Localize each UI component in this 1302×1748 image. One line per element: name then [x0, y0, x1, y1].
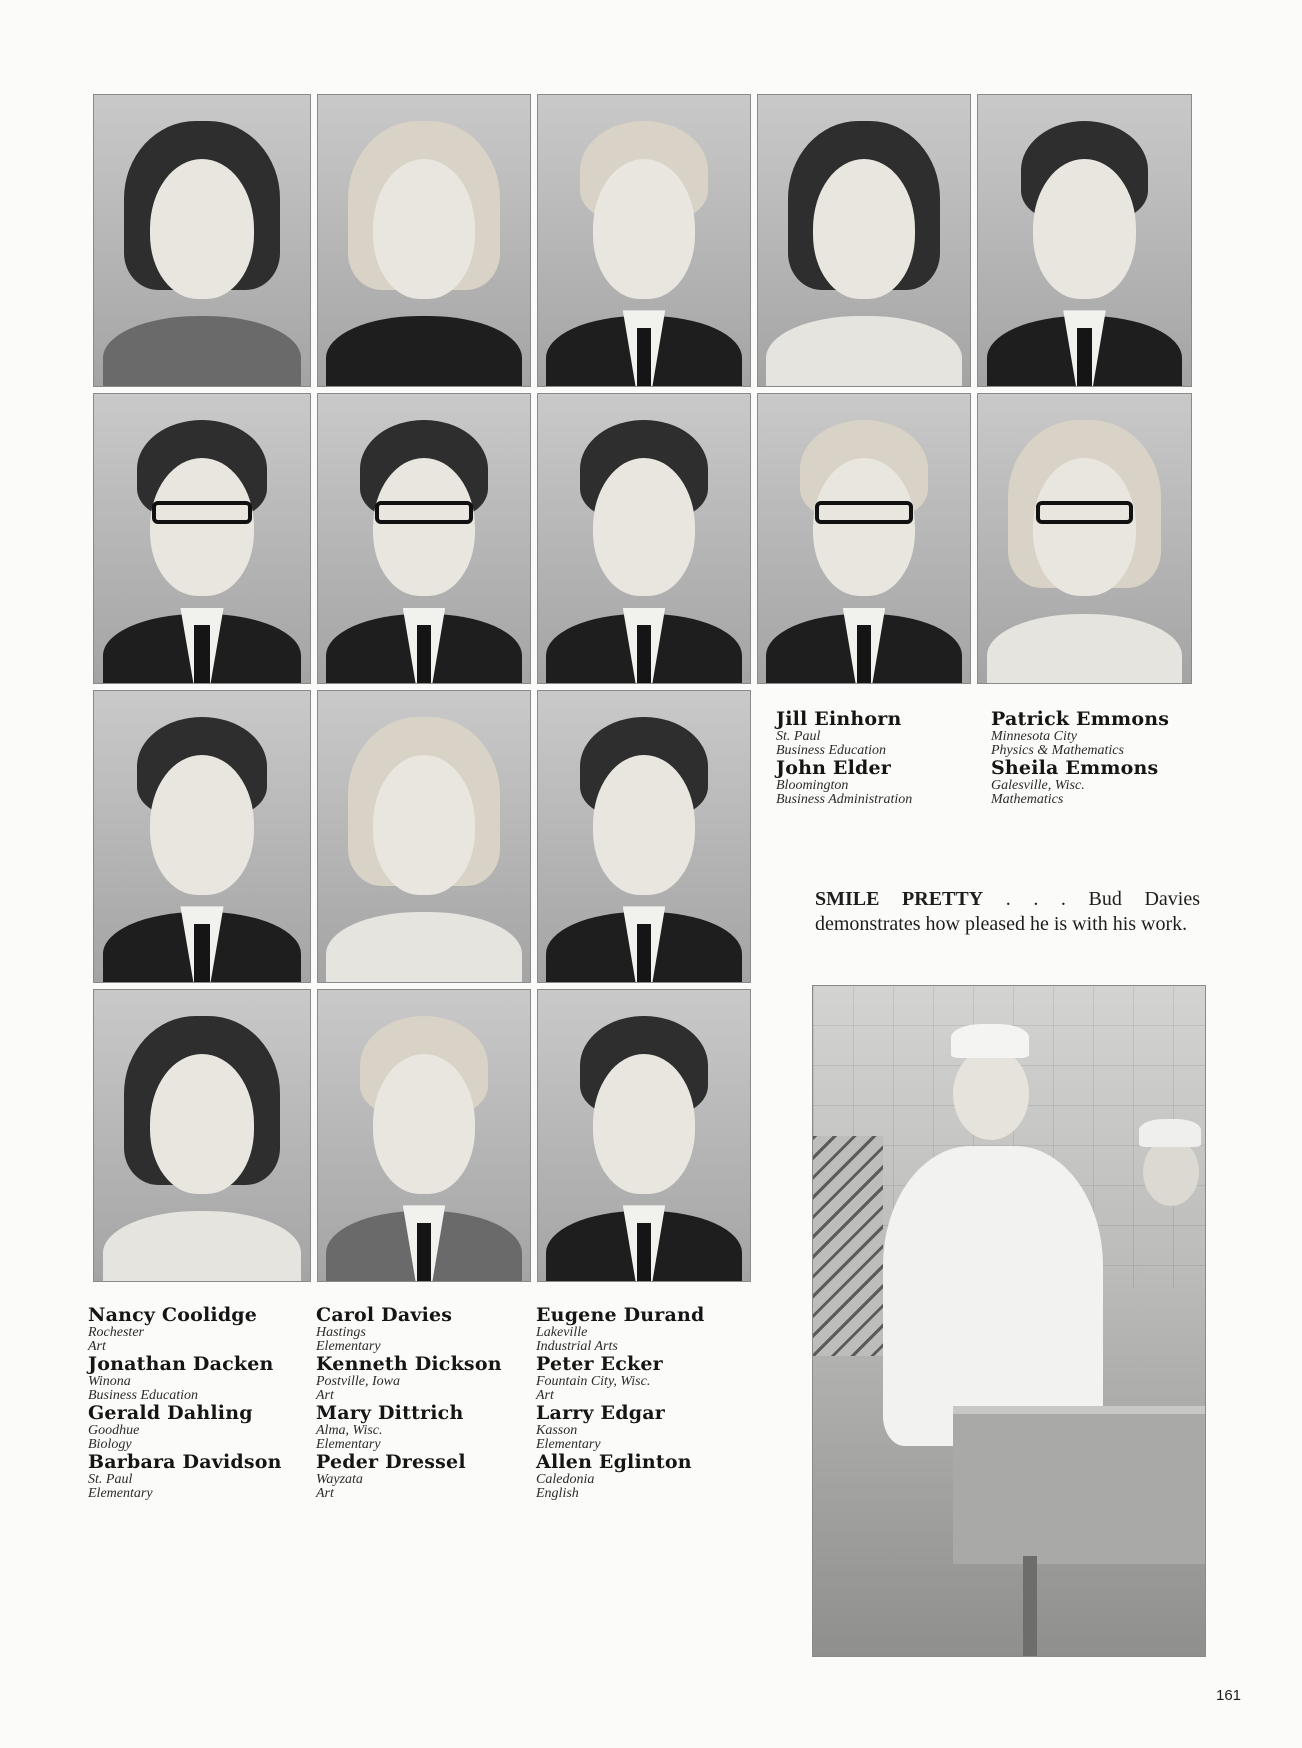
- portrait-r1c1: [93, 94, 311, 387]
- student-hometown: Minnesota City: [991, 729, 1077, 744]
- student-name: John Elder: [776, 757, 891, 779]
- student-major: Industrial Arts: [536, 1339, 618, 1354]
- student-name: Gerald Dahling: [88, 1402, 253, 1424]
- student-name: Peder Dressel: [316, 1451, 466, 1473]
- caption-column-2: [316, 1305, 502, 1501]
- portrait-glasses: [152, 501, 251, 524]
- student-hometown: Kasson: [536, 1423, 578, 1438]
- student-hometown: Goodhue: [88, 1423, 140, 1438]
- student-major: Business Administration: [776, 792, 913, 807]
- portrait-face: [373, 458, 475, 597]
- student-major: Elementary: [88, 1486, 153, 1501]
- portrait-face: [373, 159, 475, 299]
- portrait-clothing: [987, 614, 1183, 684]
- portrait-r4c2: [317, 989, 531, 1282]
- caption-entry: [316, 1452, 502, 1501]
- student-hometown: Rochester: [88, 1325, 144, 1340]
- student-major: Biology: [88, 1437, 132, 1452]
- student-major: Art: [316, 1388, 334, 1403]
- portrait-r1c5: [977, 94, 1192, 387]
- portrait-face: [1033, 159, 1135, 299]
- caption-column-right-a: [776, 709, 912, 807]
- caption-entry: [88, 1354, 282, 1403]
- caption-entry: [776, 709, 912, 758]
- caption-entry: [88, 1403, 282, 1452]
- portrait-r2c5: [977, 393, 1192, 684]
- portrait-r2c4: [757, 393, 971, 684]
- portrait-glasses: [815, 501, 913, 524]
- caption-entry: [316, 1305, 502, 1354]
- portrait-glasses: [1036, 501, 1134, 524]
- caption-entry: [88, 1452, 282, 1501]
- student-name: Patrick Emmons: [991, 708, 1170, 730]
- caption-entry: [316, 1403, 502, 1452]
- feature-photo-second-worker-face: [1143, 1138, 1199, 1206]
- caption-entry: [776, 758, 912, 807]
- caption-entry: [991, 758, 1169, 807]
- portrait-tie: [637, 625, 652, 683]
- portrait-tie: [857, 625, 872, 683]
- portrait-r1c4: [757, 94, 971, 387]
- portrait-face: [593, 1054, 695, 1194]
- caption-entry: [536, 1403, 705, 1452]
- feature-photo-worker-hat: [951, 1024, 1029, 1058]
- portrait-tie: [194, 924, 209, 982]
- student-major: Business Education: [776, 743, 887, 758]
- student-name: Jill Einhorn: [776, 708, 902, 730]
- student-name: Peter Ecker: [536, 1353, 663, 1375]
- feature-photo-pipe: [1023, 1556, 1037, 1657]
- portrait-face: [593, 755, 695, 895]
- caption-entry: [536, 1452, 705, 1501]
- portrait-face: [813, 458, 915, 597]
- student-name: Larry Edgar: [536, 1402, 665, 1424]
- page-number: 161: [1216, 1687, 1242, 1704]
- feature-kicker: SMILE PRETTY: [815, 888, 984, 910]
- student-hometown: Fountain City, Wisc.: [536, 1374, 651, 1389]
- portrait-glasses: [375, 501, 473, 524]
- student-major: Mathematics: [991, 792, 1064, 807]
- portrait-r2c1: [93, 393, 311, 684]
- student-hometown: Hastings: [316, 1325, 366, 1340]
- student-name: Jonathan Dacken: [88, 1353, 274, 1375]
- student-major: Elementary: [316, 1437, 381, 1452]
- portrait-tie: [1077, 328, 1092, 386]
- portrait-tie: [417, 1223, 432, 1281]
- student-major: Elementary: [536, 1437, 601, 1452]
- portrait-face: [373, 1054, 475, 1194]
- student-hometown: Caledonia: [536, 1472, 595, 1487]
- student-name: Allen Eglinton: [536, 1451, 692, 1473]
- feature-photo-worker-face: [953, 1048, 1029, 1140]
- student-major: Physics & Mathematics: [991, 743, 1124, 758]
- portrait-face: [1033, 458, 1135, 597]
- caption-column-1: [88, 1305, 282, 1501]
- feature-caption: [815, 887, 1200, 937]
- portrait-face: [150, 458, 254, 597]
- student-major: English: [536, 1486, 579, 1501]
- student-major: Art: [316, 1486, 334, 1501]
- portrait-r3c1: [93, 690, 311, 983]
- student-name: Nancy Coolidge: [88, 1304, 258, 1326]
- portrait-face: [593, 458, 695, 597]
- caption-entry: [88, 1305, 282, 1354]
- student-hometown: Wayzata: [316, 1472, 363, 1487]
- portrait-r3c3: [537, 690, 751, 983]
- caption-column-right-b: [991, 709, 1169, 807]
- student-hometown: Lakeville: [536, 1325, 588, 1340]
- student-name: Eugene Durand: [536, 1304, 705, 1326]
- student-name: Sheila Emmons: [991, 757, 1159, 779]
- student-major: Elementary: [316, 1339, 381, 1354]
- caption-entry: [316, 1354, 502, 1403]
- portrait-face: [373, 755, 475, 895]
- student-hometown: St. Paul: [88, 1472, 133, 1487]
- portrait-face: [150, 755, 254, 895]
- portrait-r2c2: [317, 393, 531, 684]
- caption-entry: [536, 1354, 705, 1403]
- feature-photo-second-worker-hat: [1139, 1119, 1201, 1147]
- caption-entry: [991, 709, 1169, 758]
- portrait-face: [593, 159, 695, 299]
- student-hometown: Postville, Iowa: [316, 1374, 400, 1389]
- feature-photo-sink: [953, 1406, 1206, 1564]
- student-major: Business Education: [88, 1388, 199, 1403]
- student-major: Art: [536, 1388, 554, 1403]
- portrait-tie: [637, 1223, 652, 1281]
- student-hometown: Winona: [88, 1374, 131, 1389]
- portrait-clothing: [103, 316, 302, 387]
- portrait-clothing: [326, 912, 521, 983]
- portrait-tie: [637, 328, 652, 386]
- portrait-r2c3: [537, 393, 751, 684]
- feature-photo-dish-rack: [813, 1136, 883, 1356]
- caption-column-3: [536, 1305, 705, 1501]
- feature-photo-worker-body: [883, 1146, 1103, 1446]
- portrait-r4c3: [537, 989, 751, 1282]
- student-name: Barbara Davidson: [88, 1451, 282, 1473]
- caption-entry: [536, 1305, 705, 1354]
- portrait-r3c2: [317, 690, 531, 983]
- portrait-face: [813, 159, 915, 299]
- portrait-clothing: [103, 1211, 302, 1282]
- portrait-clothing: [326, 316, 521, 387]
- student-hometown: St. Paul: [776, 729, 821, 744]
- portrait-face: [150, 1054, 254, 1194]
- student-name: Carol Davies: [316, 1304, 453, 1326]
- portrait-r1c2: [317, 94, 531, 387]
- portrait-tie: [417, 625, 432, 683]
- portrait-r4c1: [93, 989, 311, 1282]
- student-hometown: Alma, Wisc.: [316, 1423, 383, 1438]
- student-hometown: Bloomington: [776, 778, 849, 793]
- student-name: Mary Dittrich: [316, 1402, 464, 1424]
- student-name: Kenneth Dickson: [316, 1353, 502, 1375]
- student-major: Art: [88, 1339, 106, 1354]
- portrait-r1c3: [537, 94, 751, 387]
- portrait-tie: [637, 924, 652, 982]
- portrait-clothing: [766, 316, 961, 387]
- student-hometown: Galesville, Wisc.: [991, 778, 1085, 793]
- feature-caption-text: . . . Bud Davies demonstrates how pleased he is with his work.: [815, 888, 1200, 935]
- portrait-face: [150, 159, 254, 299]
- feature-photo: [812, 985, 1206, 1657]
- portrait-tie: [194, 625, 209, 683]
